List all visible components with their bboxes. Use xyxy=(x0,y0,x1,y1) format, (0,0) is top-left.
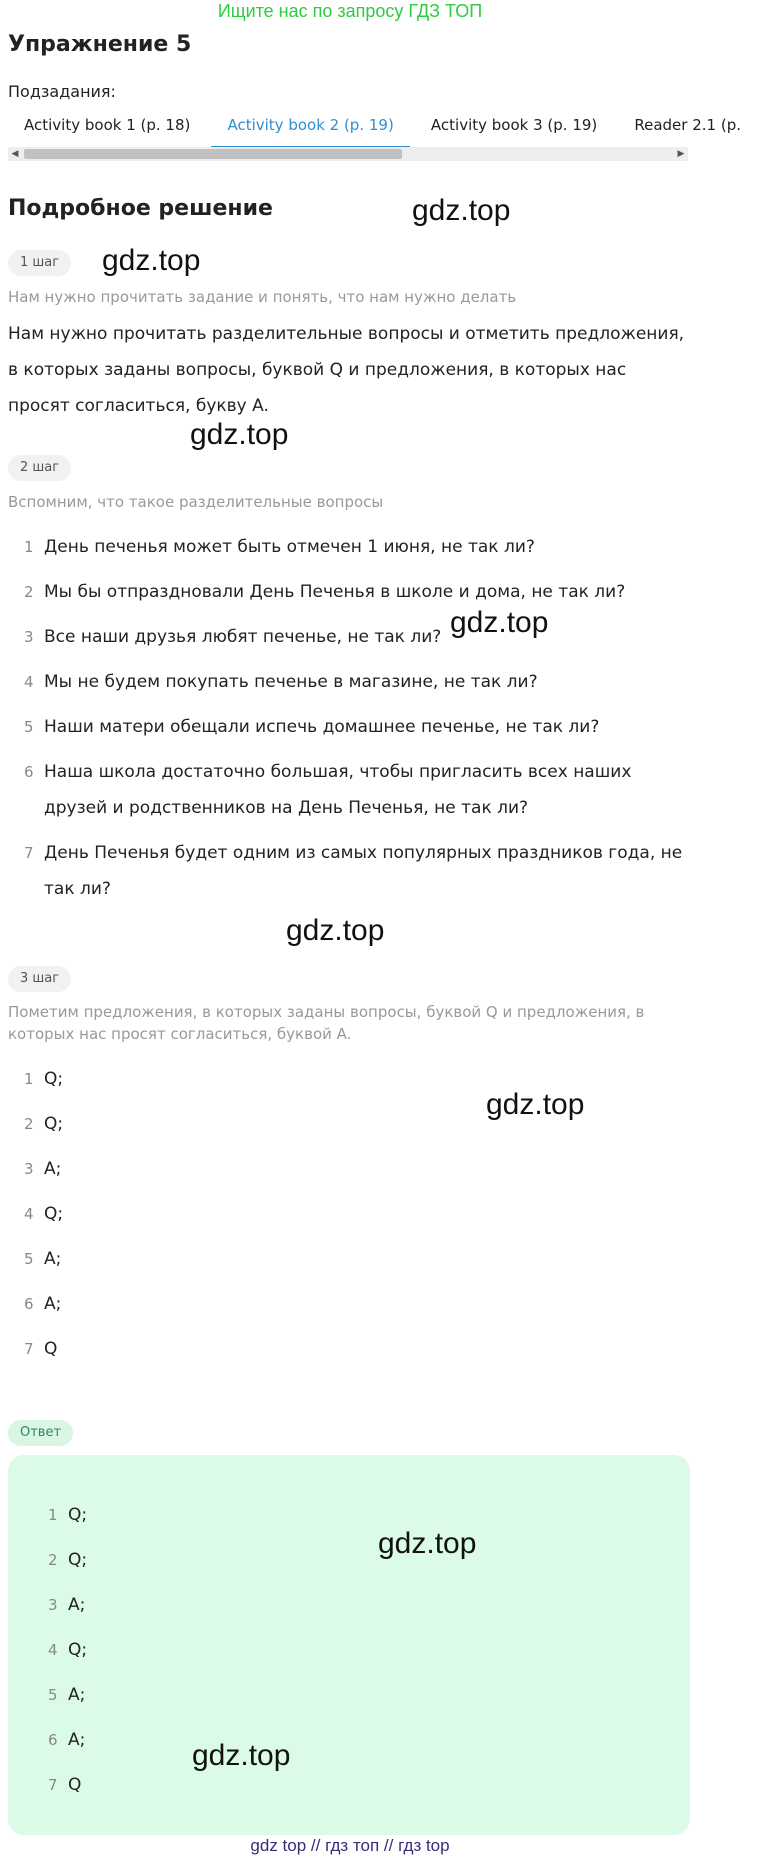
item-text: Q; xyxy=(44,1114,64,1134)
list-item xyxy=(8,1196,688,1232)
item-text: Мы не будем покупать печенье в магазине, не так ли? xyxy=(44,672,538,692)
item-text: Q; xyxy=(68,1640,88,1660)
tab-activity-book-2[interactable]: Activity book 2 (p. 19) xyxy=(211,108,409,148)
list-item xyxy=(32,1722,672,1758)
item-text: Q; xyxy=(68,1505,88,1525)
item-number: 5 xyxy=(24,1250,34,1268)
list-item xyxy=(32,1542,672,1578)
item-text: Q; xyxy=(68,1550,88,1570)
item-text: День печенья может быть отмечен 1 июня, не так ли? xyxy=(44,537,535,557)
list-item xyxy=(32,1632,672,1668)
list-item xyxy=(32,1587,672,1623)
list-item xyxy=(8,1061,688,1097)
watermark: gdz.top xyxy=(192,1739,291,1772)
list-item xyxy=(8,754,688,826)
item-number: 1 xyxy=(24,1070,34,1088)
item-text: День Печенья будет одним из самых популярных праздников года, не так ли? xyxy=(44,843,683,899)
scroll-left-arrow-icon[interactable]: ◀ xyxy=(11,149,19,159)
item-number: 2 xyxy=(24,1115,34,1133)
item-number: 3 xyxy=(24,628,34,646)
item-number: 1 xyxy=(24,538,34,556)
list-item xyxy=(8,574,688,610)
item-text: Q xyxy=(68,1775,82,1795)
item-text: Наша школа достаточно большая, чтобы пригласить всех наших друзей и родственников на День Печенья, не так ли? xyxy=(44,762,632,818)
list-item xyxy=(32,1497,672,1533)
exercise-title: Упражнение 5 xyxy=(8,32,192,57)
item-number: 4 xyxy=(48,1641,58,1659)
item-text: Наши матери обещали испечь домашнее печенье, не так ли? xyxy=(44,717,600,737)
subtasks-label: Подзадания: xyxy=(8,82,116,101)
questions-list xyxy=(8,529,688,916)
item-number: 7 xyxy=(24,844,34,862)
item-number: 2 xyxy=(48,1551,58,1569)
item-text: A; xyxy=(44,1294,62,1314)
footer-links: gdz top // гдз топ // гдз top xyxy=(250,1836,450,1855)
item-number: 7 xyxy=(48,1776,58,1794)
item-number: 4 xyxy=(24,1205,34,1223)
item-number: 3 xyxy=(24,1160,34,1178)
list-item xyxy=(32,1767,672,1803)
list-item xyxy=(8,619,688,655)
watermark: gdz.top xyxy=(378,1527,477,1560)
watermark: gdz.top xyxy=(102,244,201,277)
item-number: 5 xyxy=(24,718,34,736)
tab-activity-book-3[interactable]: Activity book 3 (p. 19) xyxy=(430,116,598,134)
item-text: Мы бы отпраздновали День Печенья в школе и дома, не так ли? xyxy=(44,582,626,602)
item-number: 4 xyxy=(24,673,34,691)
watermark: gdz.top xyxy=(450,606,549,639)
subtask-tabs xyxy=(8,108,741,148)
watermark: gdz.top xyxy=(286,914,385,947)
list-item xyxy=(8,709,688,745)
item-text: Q xyxy=(44,1339,58,1359)
item-text: A; xyxy=(44,1249,62,1269)
watermark: gdz.top xyxy=(412,194,511,227)
item-number: 3 xyxy=(48,1596,58,1614)
tab-activity-book-1[interactable]: Activity book 1 (p. 18) xyxy=(24,116,191,134)
list-item xyxy=(8,1151,688,1187)
item-number: 2 xyxy=(24,583,34,601)
scrollbar-thumb[interactable] xyxy=(24,149,402,159)
item-text: A; xyxy=(68,1685,86,1705)
item-text: Q; xyxy=(44,1069,64,1089)
list-item xyxy=(32,1677,672,1713)
tab-reader-2-1[interactable]: Reader 2.1 (p. xyxy=(634,116,741,134)
item-text: Q; xyxy=(44,1204,64,1224)
list-item xyxy=(8,1241,688,1277)
item-text: A; xyxy=(44,1159,62,1179)
watermark: gdz.top xyxy=(486,1088,585,1121)
marks-list xyxy=(8,1061,688,1376)
list-item xyxy=(8,1286,688,1322)
tabs-scrollbar[interactable] xyxy=(8,147,688,161)
scroll-right-arrow-icon[interactable]: ▶ xyxy=(677,149,685,159)
list-item xyxy=(8,664,688,700)
watermark: gdz.top xyxy=(190,418,289,451)
list-item xyxy=(8,835,688,907)
step-description: Нам нужно прочитать задание и понять, что нам нужно делать xyxy=(8,288,517,306)
list-item xyxy=(8,529,688,565)
item-text: A; xyxy=(68,1595,86,1615)
step-badge: 1 шаг xyxy=(8,250,71,276)
item-number: 6 xyxy=(24,763,34,781)
item-text: A; xyxy=(68,1730,86,1750)
item-number: 6 xyxy=(48,1731,58,1749)
answer-list xyxy=(32,1497,672,1812)
step-description: Вспомним, что такое разделительные вопросы xyxy=(8,493,384,511)
item-number: 5 xyxy=(48,1686,58,1704)
step-badge: 2 шаг xyxy=(8,455,71,481)
item-text: Все наши друзья любят печенье, не так ли? xyxy=(44,627,442,647)
item-number: 6 xyxy=(24,1295,34,1313)
answer-badge: Ответ xyxy=(8,1420,73,1446)
step-text: Нам нужно прочитать разделительные вопросы и отметить предложения, в которых заданы вопросы, буквой Q и предложения, в которых нас просят согласиться, букву A. xyxy=(8,324,685,416)
step-description: Пометим предложения, в которых заданы вопросы, буквой Q и предложения, в которых нас просят согласиться, буквой A. xyxy=(8,1003,645,1043)
step-badge: 3 шаг xyxy=(8,966,71,992)
answer-box xyxy=(8,1455,690,1835)
item-number: 1 xyxy=(48,1506,58,1524)
section-title: Подробное решение xyxy=(8,196,273,221)
list-item xyxy=(8,1106,688,1142)
list-item xyxy=(8,1331,688,1367)
top-banner: Ищите нас по запросу ГДЗ ТОП xyxy=(217,1,483,21)
item-number: 7 xyxy=(24,1340,34,1358)
